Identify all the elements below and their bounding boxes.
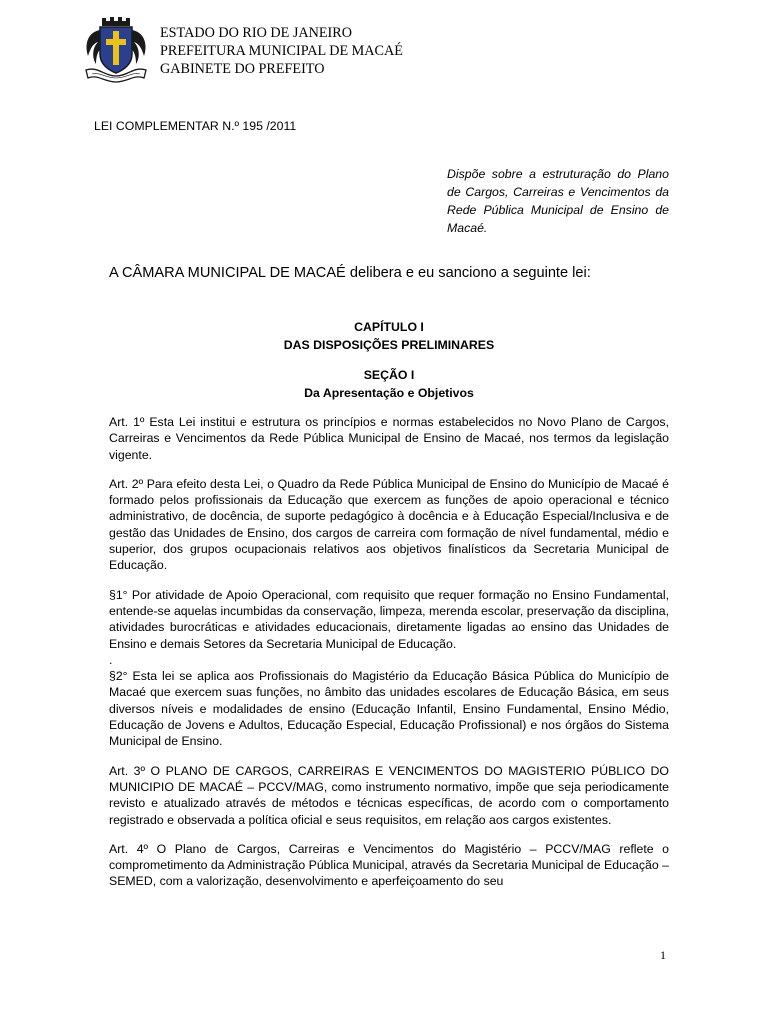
letterhead-office: GABINETE DO PREFEITO	[160, 61, 325, 77]
law-title: LEI COMPLEMENTAR N.º 195 /2011	[94, 119, 297, 133]
section-title: Da Apresentação e Objetivos	[304, 386, 474, 400]
article-1: Art. 1º Esta Lei institui e estrutura os princípios e normas estabelecidos no Novo Plano de Cargos, Carreiras e Vencimentos da Rede Pública Municipal de Ensino de Macaé, nos termos da legislação vigente.	[109, 415, 669, 462]
municipal-coat-of-arms-icon	[80, 14, 150, 84]
chapter-title: DAS DISPOSIÇÕES PRELIMINARES	[283, 338, 495, 352]
article-2: Art. 2º Para efeito desta Lei, o Quadro da Rede Pública Municipal de Ensino do Município de Macaé é formado pelos profissionais da Educação que exercem as funções de apoio operacional e técnico administrativo, de docência, de suporte pedagógico à docência e à Educação Especial/Inclusiva e de gestão das Unidades de Ensino, dos cargos de carreira com formação de nível fundamental, médio e superior, dos grupos ocupacionais relativos aos objetivos finalísticos da Secretaria Municipal de Educação.	[109, 476, 669, 573]
paragraph-1: §1° Por atividade de Apoio Operacional, com requisito que requer formação no Ensino Fundamental, entende-se aquelas incumbidas da conservação, limpeza, merenda escolar, preservação da disciplina, atividades burocráticas e atividades educacionais, diretamente ligadas ao ensino das Unidades de Ensino e demais Setores da Secretaria Municipal de Educação.	[109, 587, 669, 651]
stray-period: .	[109, 652, 113, 667]
section-heading	[109, 366, 669, 402]
section-number: SEÇÃO I	[363, 368, 415, 382]
article-4: Art. 4º O Plano de Cargos, Carreiras e Vencimentos do Magistério – PCCV/MAG reflete o comprometimento da Administração Pública Municipal, através da Secretaria Municipal de Educação – SEMED, com a valorização, desenvolvimento e aperfeiçoamento do seu	[109, 841, 669, 889]
letterhead	[80, 14, 500, 84]
article-3: Art. 3º O PLANO DE CARGOS, CARREIRAS E VENCIMENTOS DO MAGISTERIO PÚBLICO DO MUNICIPIO DE MACAÉ – PCCV/MAG, como instrumento normativo, impõe que seja periodicamente revisto e atualizado através de métodos e técnicas específicas, de acordo com o comportamento registrado e observada a política oficial e seus requisitos, em relação aos cargos existentes.	[109, 763, 669, 827]
law-summary: Dispõe sobre a estruturação do Plano de Cargos, Carreiras e Vencimentos da Rede Pública Municipal de Ensino de Macaé.	[447, 167, 669, 235]
page-number: 1	[660, 948, 666, 962]
law-body	[109, 414, 669, 903]
letterhead-prefecture: PREFEITURA MUNICIPAL DE MACAÉ	[160, 43, 403, 59]
chapter-heading	[109, 318, 669, 354]
chapter-number: CAPÍTULO I	[354, 320, 424, 334]
letterhead-state: ESTADO DO RIO DE JANEIRO	[160, 25, 352, 41]
paragraph-2: §2° Esta lei se aplica aos Profissionais do Magistério da Educação Básica Pública do Município de Macaé que exercem suas funções, no âmbito das unidades escolares de Educação Básica, em seus diversos níveis e modalidades de ensino (Educação Infantil, Ensino Fundamental, Ensino Médio, Educação de Jovens e Adultos, Educação Especial, Educação Profissional) e nos órgãos do Sistema Municipal de Ensino.	[109, 669, 669, 749]
enactment-clause: A CÂMARA MUNICIPAL DE MACAÉ delibera e eu sanciono a seguinte lei:	[109, 265, 591, 281]
